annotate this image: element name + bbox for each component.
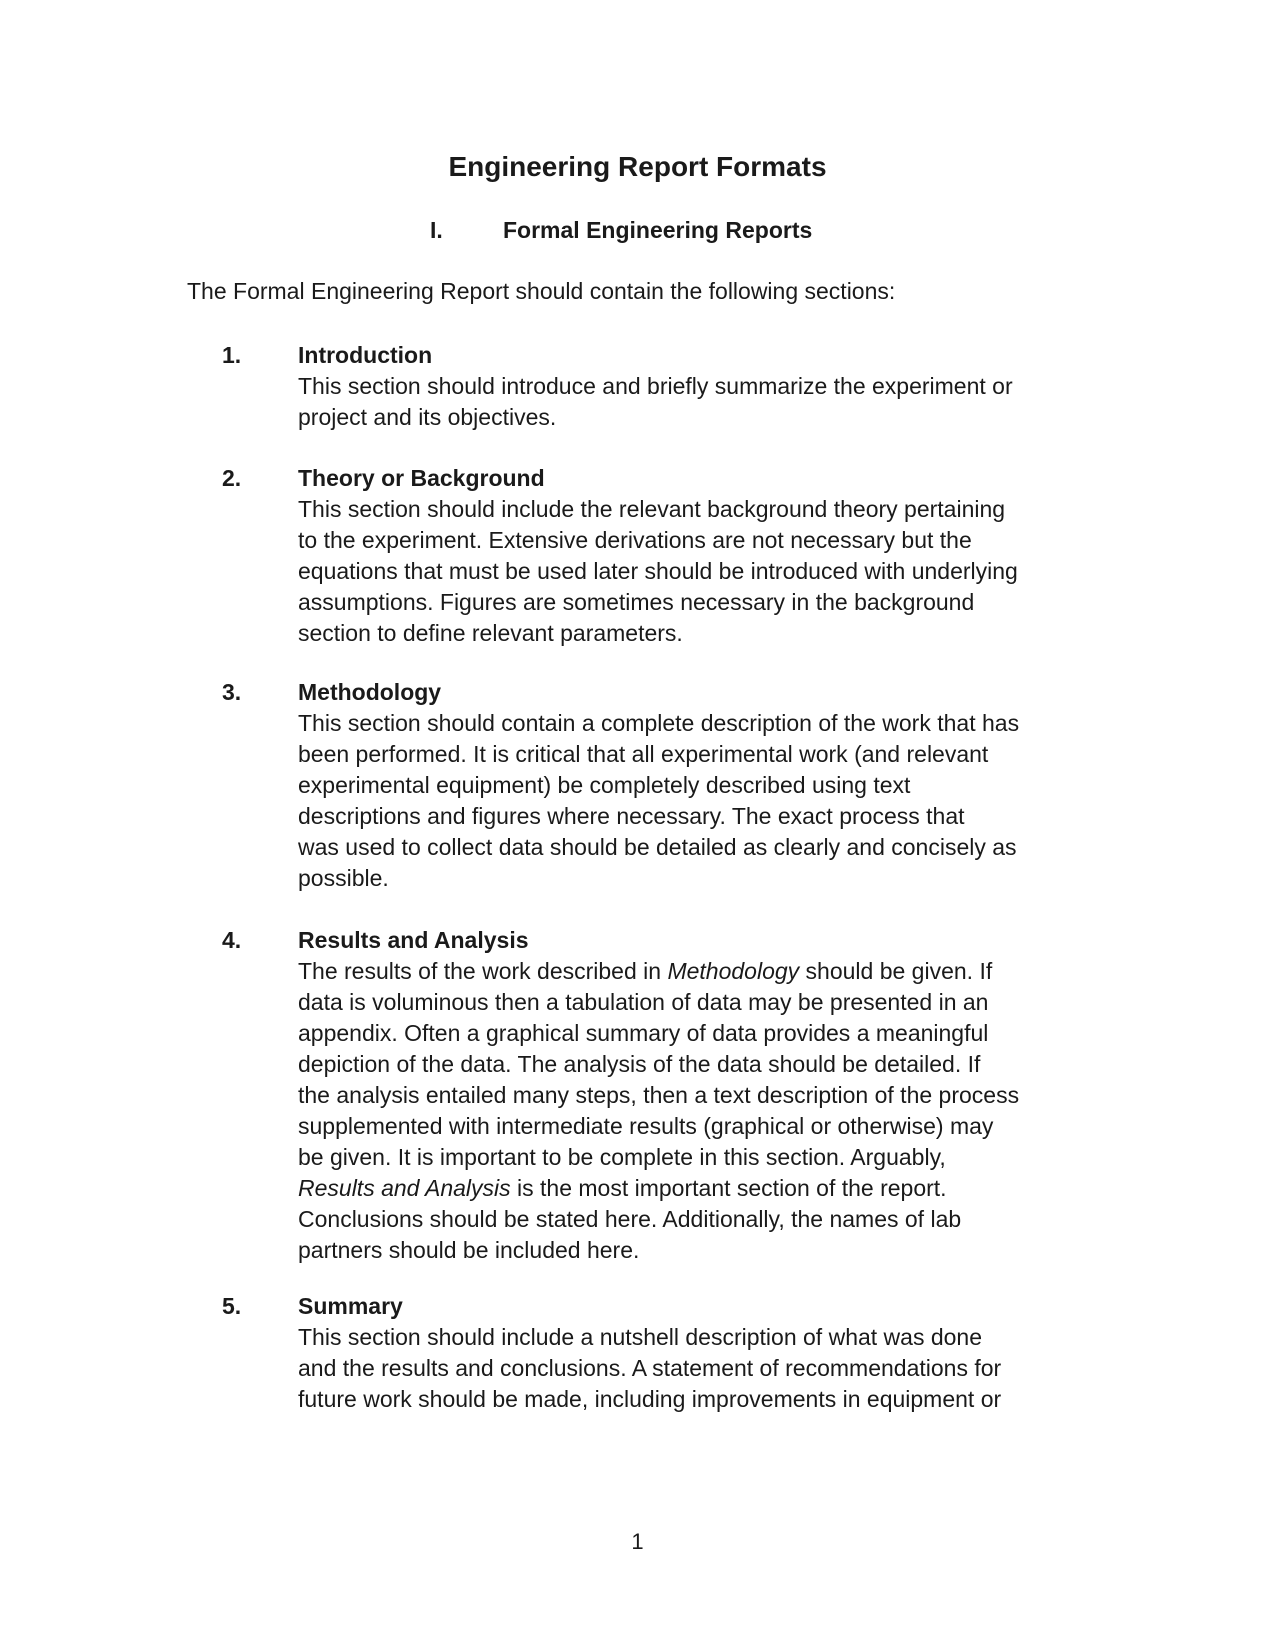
section-body-line: This section should include a nutshell description of what was done — [298, 1324, 983, 1350]
section-body-line: and the results and conclusions. A statement of recommendations for — [298, 1355, 1002, 1381]
section-body — [298, 371, 1088, 433]
section-body-line: been performed. It is critical that all experimental work (and relevant — [298, 741, 989, 767]
section-number: 3. — [222, 679, 242, 705]
section-body-line: the analysis entailed many steps, then a text description of the process — [298, 1082, 1020, 1108]
line-text: is the most important section of the report. — [510, 1175, 947, 1201]
section-body — [298, 956, 1088, 1266]
intro-paragraph: The Formal Engineering Report should contain the following sections: — [187, 278, 896, 304]
section-heading: Methodology — [298, 679, 442, 705]
section-body-line: assumptions. Figures are sometimes necessary in the background — [298, 589, 975, 615]
section-body — [298, 1322, 1088, 1415]
part-numeral: I. — [430, 217, 443, 243]
document-title: Engineering Report Formats — [448, 151, 827, 182]
section-body-line: project and its objectives. — [298, 404, 557, 430]
section-body — [298, 494, 1088, 649]
section-body-line: possible. — [298, 865, 389, 891]
section-heading: Results and Analysis — [298, 927, 529, 953]
section-body-line: future work should be made, including improvements in equipment or — [298, 1386, 1002, 1412]
line-text: should be given. If — [799, 958, 993, 984]
section-number: 5. — [222, 1293, 242, 1319]
italic-term: Methodology — [667, 958, 800, 984]
section-body-line — [298, 1173, 1088, 1204]
section-body-line: This section should contain a complete description of the work that has — [298, 710, 1020, 736]
section-heading: Theory or Background — [298, 465, 545, 491]
section-heading: Summary — [298, 1293, 403, 1319]
section-body-line: to the experiment. Extensive derivations are not necessary but the — [298, 527, 972, 553]
section-body-line: supplemented with intermediate results (graphical or otherwise) may — [298, 1113, 994, 1139]
section-body-line: partners should be included here. — [298, 1237, 640, 1263]
part-title: Formal Engineering Reports — [503, 217, 813, 243]
section-body-line: experimental equipment) be completely described using text — [298, 772, 911, 798]
section-body-line — [298, 956, 1088, 987]
section-body-line: This section should include the relevant background theory pertaining — [298, 496, 1006, 522]
section-body-line: descriptions and figures where necessary. The exact process that — [298, 803, 965, 829]
section-number: 4. — [222, 927, 242, 953]
line-text: The results of the work described in — [298, 958, 668, 984]
section-body — [298, 708, 1088, 894]
section-body-line: Conclusions should be stated here. Additionally, the names of lab — [298, 1206, 962, 1232]
section-number: 2. — [222, 465, 242, 491]
section-body-line: appendix. Often a graphical summary of data provides a meaningful — [298, 1020, 989, 1046]
section-body-line: data is voluminous then a tabulation of data may be presented in an — [298, 989, 989, 1015]
section-heading: Introduction — [298, 342, 433, 368]
section-body-line: be given. It is important to be complete in this section. Arguably, — [298, 1144, 946, 1170]
section-body-line: This section should introduce and briefly summarize the experiment or — [298, 373, 1013, 399]
section-number: 1. — [222, 342, 242, 368]
section-body-line: equations that must be used later should be introduced with underlying — [298, 558, 1018, 584]
section-body-line: depiction of the data. The analysis of the data should be detailed. If — [298, 1051, 981, 1077]
page-number: 1 — [631, 1529, 644, 1554]
section-body-line: was used to collect data should be detailed as clearly and concisely as — [298, 834, 1017, 860]
section-body-line: section to define relevant parameters. — [298, 620, 683, 646]
italic-term: Results and Analysis — [298, 1175, 511, 1201]
